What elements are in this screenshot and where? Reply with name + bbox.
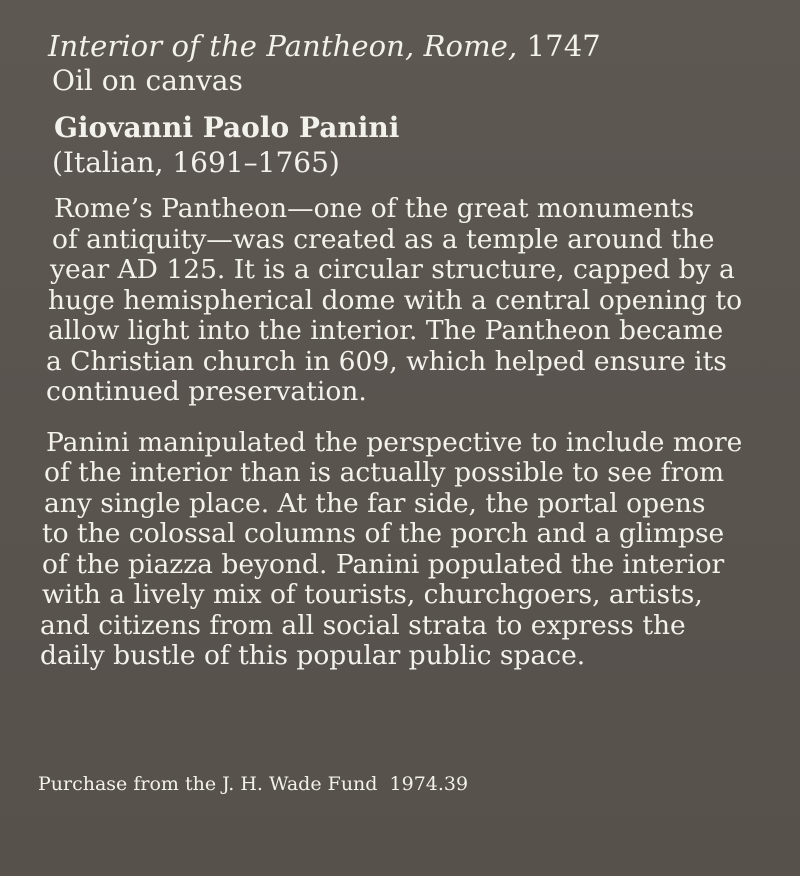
paragraph-line: any single place. At the far side, the portal opens [44, 487, 706, 519]
paragraph-line: of the interior than is actually possible to see from [44, 457, 725, 488]
paragraph-line: of the piazza beyond. Panini populated the interior [42, 548, 725, 580]
paragraph-line: year AD 125. It is a circular structure, capped by a [50, 254, 735, 285]
paragraph-line: allow light into the interior. The Pantheon became [48, 315, 724, 346]
paragraph-line: a Christian church in 609, which helped ensure its [46, 345, 727, 377]
paragraph-line: daily bustle of this popular public space. [40, 640, 586, 671]
credit-line: Purchase from the J. H. Wade Fund 1974.39 [38, 773, 469, 795]
paragraph-line: continued preservation. [46, 376, 367, 407]
paragraph-line: with a lively mix of tourists, churchgoers, artists, [42, 579, 703, 610]
artist-nationality-dates: (Italian, 1691–1765) [52, 146, 340, 179]
artwork-year: 1747 [526, 29, 601, 63]
artist-name: Giovanni Paolo Panini [54, 111, 400, 144]
paragraph-line: Panini manipulated the perspective to include more [46, 426, 743, 458]
description-paragraph-1 [48, 194, 778, 408]
description-paragraph-2 [40, 426, 778, 672]
artwork-medium: Oil on canvas [52, 64, 243, 97]
paragraph-line: and citizens from all social strata to express the [40, 609, 686, 641]
paragraph-line: to the colossal columns of the porch and a glimpse [42, 518, 725, 549]
artwork-title-text: Interior of the Pantheon, Rome, [48, 29, 518, 63]
museum-label [40, 28, 778, 692]
paragraph-line: of antiquity—was created as a temple around the [52, 223, 715, 255]
paragraph-line: huge hemispherical dome with a central opening to [48, 284, 743, 316]
paragraph-line: Rome’s Pantheon—one of the great monuments [54, 193, 695, 224]
artwork-title [48, 28, 778, 64]
